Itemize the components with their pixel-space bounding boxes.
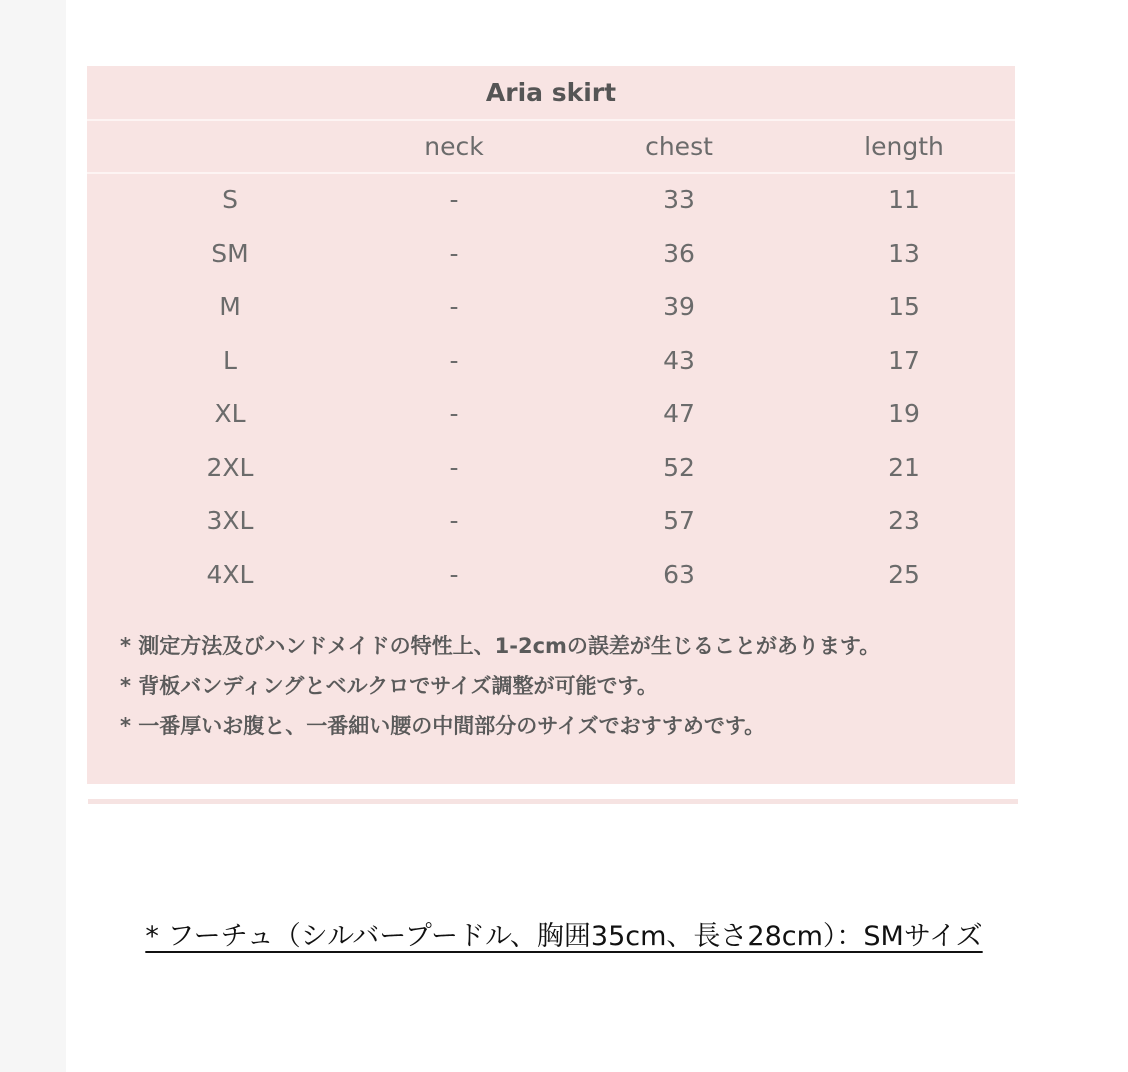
cell-length: 15 xyxy=(888,292,920,321)
table-row xyxy=(87,228,1015,281)
cell-size: 2XL xyxy=(206,452,254,482)
table-row xyxy=(87,335,1015,388)
cell-size: 4XL xyxy=(206,559,254,589)
cell-chest: 52 xyxy=(663,452,695,482)
title-divider xyxy=(87,119,1015,121)
cell-chest: 63 xyxy=(663,559,695,589)
cell-neck: - xyxy=(449,292,459,321)
cell-size: M xyxy=(219,292,241,321)
cell-chest: 39 xyxy=(663,292,695,321)
cell-neck: - xyxy=(449,238,459,268)
table-row xyxy=(87,174,1015,227)
table-row xyxy=(87,549,1015,602)
cell-chest: 33 xyxy=(663,185,695,214)
cell-chest: 43 xyxy=(663,345,695,375)
cell-length: 19 xyxy=(888,399,920,428)
cell-length: 21 xyxy=(888,452,920,482)
cell-size: L xyxy=(223,345,237,375)
size-chart-title: Aria skirt xyxy=(485,78,617,107)
cell-length: 11 xyxy=(888,185,920,214)
table-row xyxy=(87,281,1015,334)
cell-neck: - xyxy=(449,399,459,428)
cell-chest: 36 xyxy=(663,238,695,268)
header-chest: chest xyxy=(645,132,713,161)
cell-length: 23 xyxy=(888,506,920,535)
cell-length: 17 xyxy=(888,345,920,375)
cell-neck: - xyxy=(449,185,459,214)
note-measurement: * 測定方法及びハンドメイドの特性上、1-2cmの誤差が生じることがあります。 xyxy=(120,634,881,658)
cell-length: 13 xyxy=(888,238,920,268)
table-header-row xyxy=(87,122,1015,172)
cell-neck: - xyxy=(449,506,459,535)
cell-neck: - xyxy=(449,345,459,375)
cell-chest: 57 xyxy=(663,506,695,535)
cell-neck: - xyxy=(449,452,459,482)
table-row xyxy=(87,442,1015,495)
cell-size: SM xyxy=(211,238,249,268)
header-length: length xyxy=(864,132,944,161)
cell-size: 3XL xyxy=(206,506,254,535)
cell-size: XL xyxy=(214,399,246,428)
cell-neck: - xyxy=(449,559,459,589)
note-recommendation: * 一番厚いお腹と、一番細い腰の中間部分のサイズでおすすめです。 xyxy=(120,714,766,738)
note-adjustment: * 背板バンディングとベルクロでサイズ調整が可能です。 xyxy=(120,674,658,698)
section-divider xyxy=(88,799,1018,804)
size-chart xyxy=(87,66,1015,784)
table-row xyxy=(87,388,1015,441)
table-row xyxy=(87,495,1015,548)
cell-length: 25 xyxy=(888,559,920,589)
notes xyxy=(120,626,1010,746)
cell-chest: 47 xyxy=(663,399,695,428)
cell-size: S xyxy=(222,185,238,214)
model-caption: * フーチュ（シルバープードル、胸囲35cm、長さ28cm）：SMサイズ xyxy=(145,921,983,952)
header-neck: neck xyxy=(424,132,484,161)
